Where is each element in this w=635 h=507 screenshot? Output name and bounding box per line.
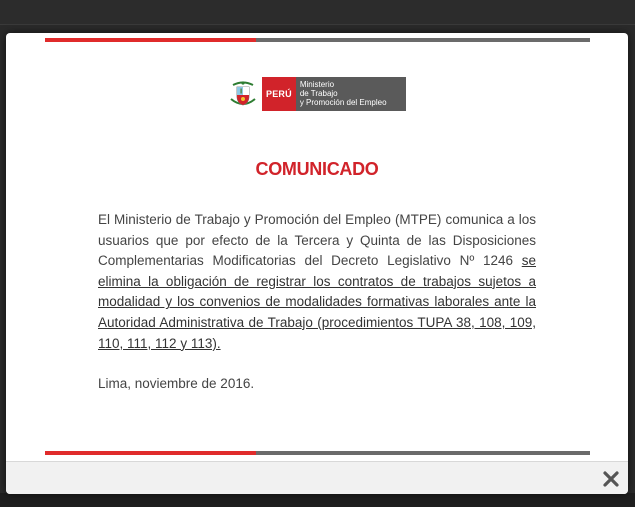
ministry-name — [296, 77, 406, 111]
ministry-logo — [228, 77, 406, 111]
ministry-line-3: y Promoción del Empleo — [299, 98, 387, 107]
bottom-divider — [45, 451, 590, 455]
peru-label: PERÚ — [262, 77, 296, 111]
top-divider — [45, 38, 590, 42]
announcement-body — [98, 210, 536, 354]
announcement-date: Lima, noviembre de 2016. — [98, 376, 255, 391]
announcement-title: COMUNICADO — [255, 159, 379, 179]
close-icon[interactable] — [602, 470, 620, 488]
page-backdrop-header — [0, 0, 635, 25]
modal-footer — [6, 461, 628, 494]
announcement-intro: El Ministerio de Trabajo y Promoción del Empleo (MTPE) comunica a los usuarios que por efecto de la Tercera y Quinta de las Disposiciones Complementarias Modificatorias del Decreto Legislativo Nº 1246 — [98, 212, 536, 269]
coat-of-arms-icon — [228, 79, 258, 109]
announcement-modal — [6, 33, 628, 494]
ministry-line-1: Ministerio — [299, 80, 335, 89]
announcement-highlight: se elimina la obligación de registrar los contratos de trabajos sujetos a modalidad y los convenios de modalidades formativas laborales ante la Autoridad Administrativa de Trabajo (procedimientos TUPA 38, 108, 109, 110, 111, 112 y 113). — [98, 253, 536, 351]
page-backdrop-footer — [0, 493, 635, 507]
ministry-line-2: de Trabajo — [299, 89, 338, 98]
